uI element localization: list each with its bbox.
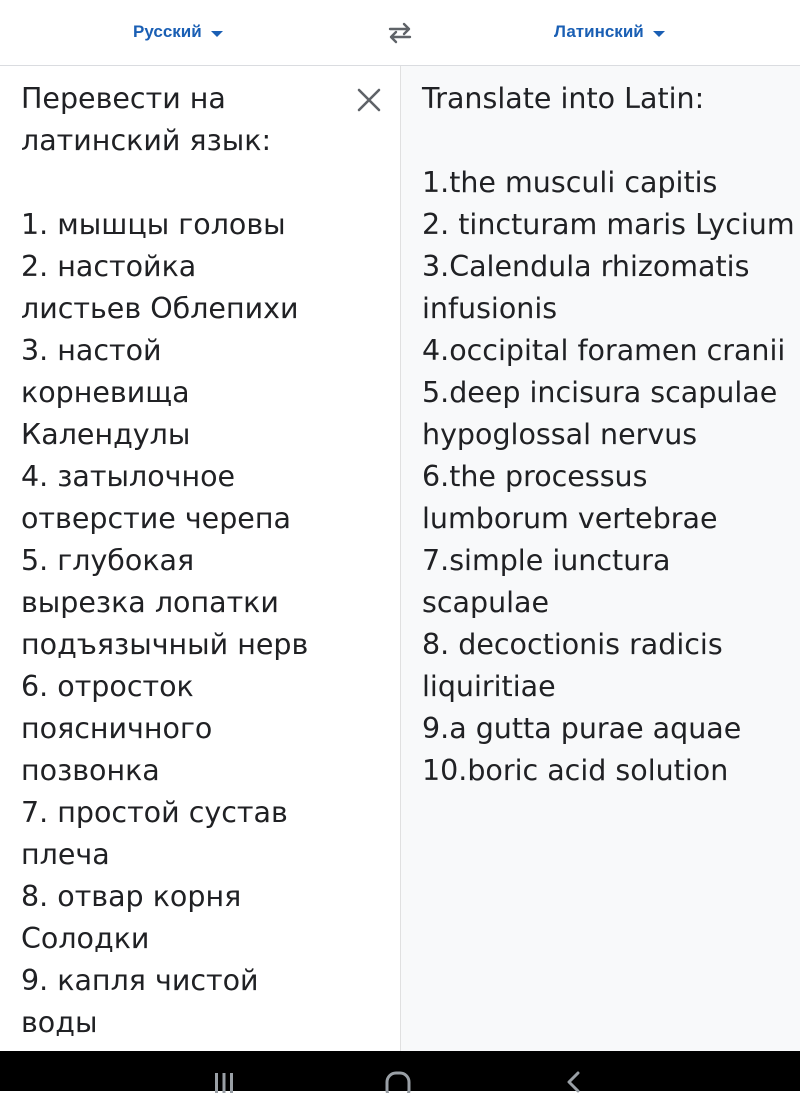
clear-text-button[interactable] (355, 86, 383, 114)
swap-arrows-icon (386, 22, 414, 44)
source-language-selector[interactable] (133, 20, 223, 44)
chevron-down-icon (653, 31, 665, 37)
target-language-selector[interactable] (554, 20, 665, 44)
chevron-down-icon (211, 31, 223, 37)
source-language-label: Русский (133, 22, 202, 41)
target-language-label: Латинский (554, 22, 644, 41)
home-icon (378, 1069, 418, 1093)
system-navigation-bar (0, 1051, 800, 1091)
source-text-input[interactable]: Перевести на латинский язык: 1. мышцы головы 2. настойка листьев Облепихи 3. настой корневища Календулы 4. затылочное отверстие черепа 5. глубокая вырезка лопатки подъязычный нерв 6. отросток поясничного позвонка 7. простой сустав плеча 8. отвар корня Солодки 9. капля чистой воды (21, 82, 309, 1039)
language-bar (0, 0, 800, 66)
swap-languages-button[interactable] (384, 18, 416, 48)
recents-button[interactable] (204, 1069, 244, 1093)
recents-icon (204, 1069, 244, 1093)
translation-output: Translate into Latin: 1.the musculi capitis 2. tincturam maris Lycium 3.Calendula rhizomatis infusionis 4.occipital foramen cranii 5.deep incisura scapulae hypoglossal nervus 6.the processus lumborum vertebrae 7.simple iunctura scapulae 8. decoctionis radicis liquiritiae 9.a gutta purae aquae 10.boric acid solution (422, 82, 795, 787)
source-text-panel (0, 66, 400, 1051)
translation-panel (400, 66, 800, 1051)
home-button[interactable] (378, 1069, 418, 1093)
back-icon (554, 1069, 594, 1093)
back-button[interactable] (554, 1069, 594, 1093)
close-icon (355, 86, 383, 114)
